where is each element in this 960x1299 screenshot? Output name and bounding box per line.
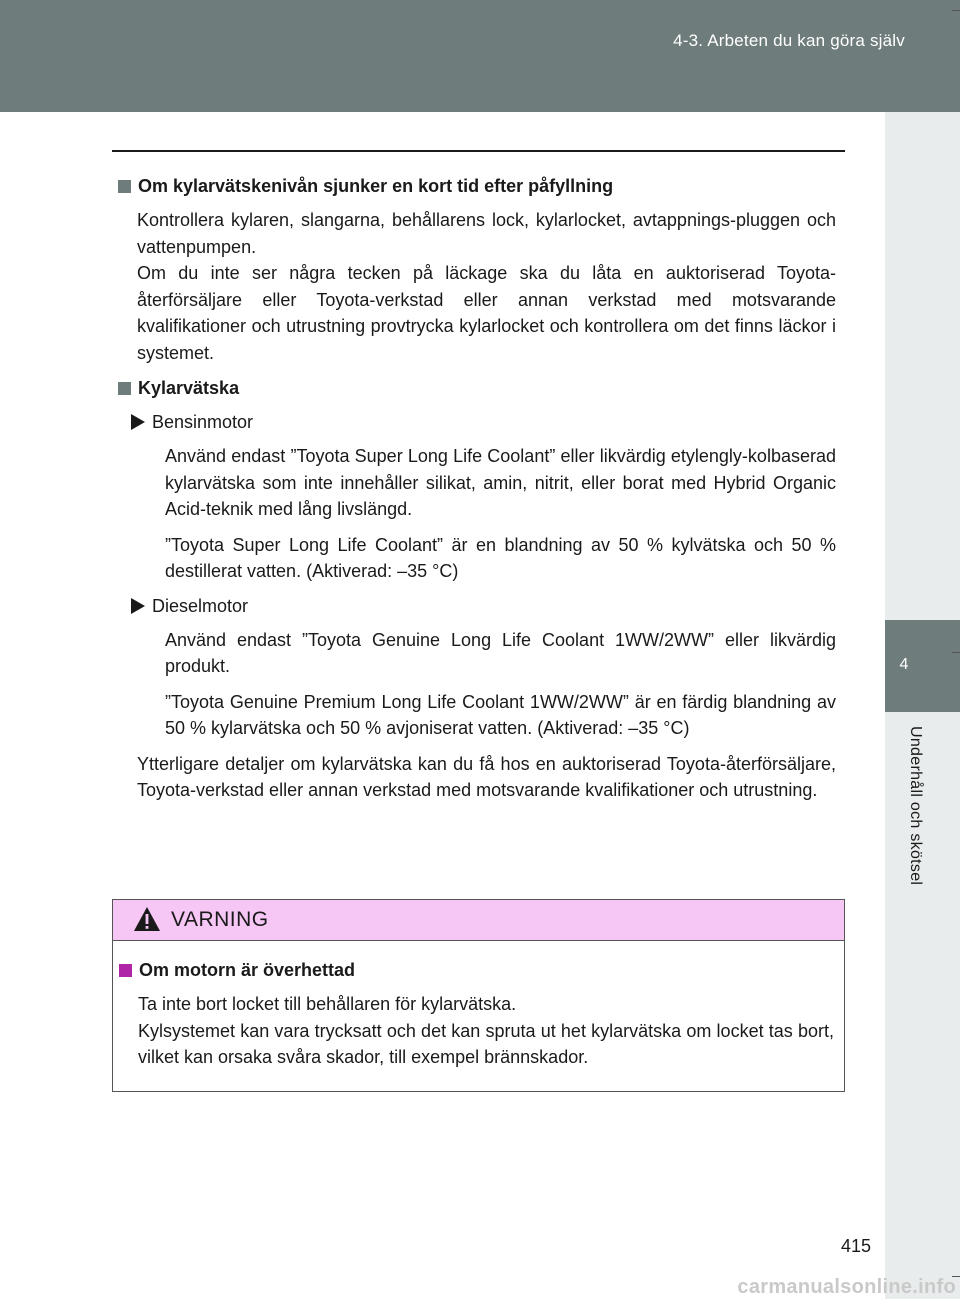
side-strip-top [885, 112, 960, 620]
watermark: carmanualsonline.info [737, 1276, 956, 1298]
paragraph: Ytterligare detaljer om kylarvätska kan du få hos en auktoriserad Toyota-återförsäljare, Toyota-verkstad eller annan verkstad med motsvarande kvalifikationer och utrustning. [137, 753, 836, 800]
warning-heading: Om motorn är överhettad [119, 957, 834, 983]
crop-mark [952, 10, 960, 11]
warning-triangle-icon [133, 906, 161, 932]
paragraph: Ta inte bort locket till behållaren för kylarvätska. [138, 994, 517, 1014]
warning-box [112, 899, 845, 1092]
paragraph: Kontrollera kylaren, slangarna, behållarens lock, kylarlocket, avtappnings-pluggen och vattenpumpen. [137, 210, 836, 257]
paragraph: ”Toyota Super Long Life Coolant” är en blandning av 50 % kylvätska och 50 % destillerat vatten. (Aktiverad: –35 °C) [165, 534, 836, 581]
triangle-bullet-icon [131, 414, 145, 430]
section-title: 4-3. Arbeten du kan göra själv [673, 31, 905, 50]
top-rule [112, 150, 845, 152]
square-bullet-icon [118, 382, 131, 395]
paragraph: ”Toyota Genuine Premium Long Life Coolant 1WW/2WW” är en färdig blandning av 50 % kylarvätska och 50 % avjoniserat vatten. (Aktiverad: –35 °C) [165, 691, 836, 738]
section-heading: Kylarvätska [118, 375, 836, 401]
square-bullet-icon [118, 180, 131, 193]
paragraph: Använd endast ”Toyota Genuine Long Life Coolant 1WW/2WW” eller likvärdig produkt. [165, 629, 836, 676]
paragraph: Om du inte ser några tecken på läckage ska du låta en auktoriserad Toyota-återförsäljare eller Toyota-verkstad eller annan verkstad med motsvarande kvalifikationer och utrustning provtrycka kylarlocket och kontrollera om det finns läckor i systemet. [137, 263, 836, 363]
page-number: 415 [840, 1236, 871, 1256]
square-bullet-icon [119, 964, 132, 977]
engine-type-bullet: Bensinmotor [118, 409, 836, 435]
chapter-label: Underhåll och skötsel [907, 726, 924, 886]
header-band [0, 0, 960, 112]
warning-body [113, 941, 844, 1071]
paragraph: Kylsystemet kan vara trycksatt och det kan spruta ut het kylarvätska om locket tas bort, vilket kan orsaka svåra skador, till exempel brännskador. [138, 1020, 834, 1067]
triangle-bullet-icon [131, 598, 145, 614]
warning-title: VARNING [171, 908, 269, 931]
chapter-tab[interactable] [885, 620, 960, 712]
crop-mark [952, 652, 960, 653]
main-content [118, 173, 836, 804]
paragraph: Använd endast ”Toyota Super Long Life Coolant” eller likvärdig etylengly-kolbaserad kylarvätska som inte innehåller silikat, amin, nitrit, eller borat med Hybrid Organic Acid-teknik med lång livslängd. [165, 446, 836, 519]
warning-header [113, 900, 844, 941]
chapter-number: 4 [899, 656, 909, 673]
section-heading: Om kylarvätskenivån sjunker en kort tid efter påfyllning [118, 173, 836, 199]
engine-type-bullet: Dieselmotor [118, 593, 836, 619]
